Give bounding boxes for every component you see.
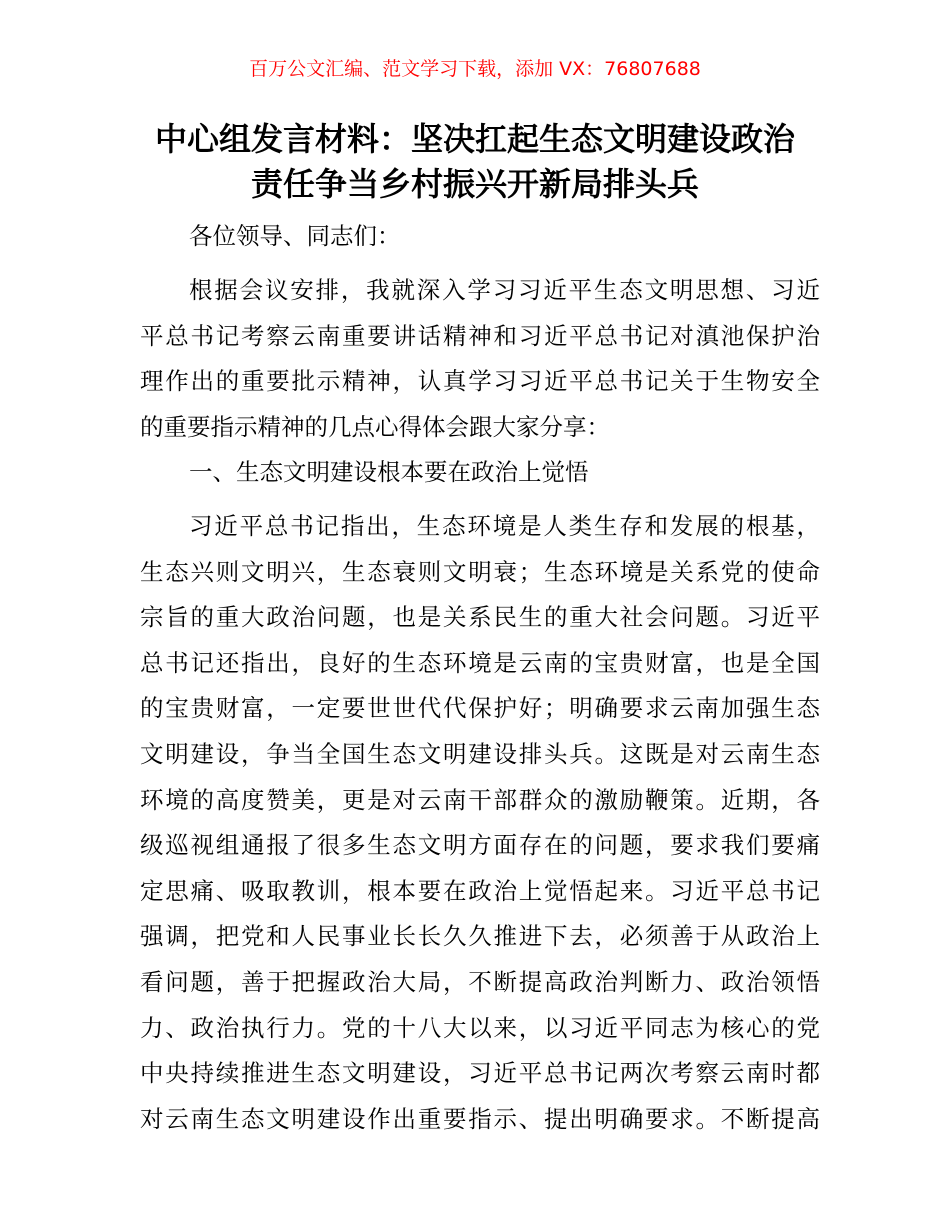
paragraph-line: 中央持续推进生态文明建设，习近平总书记两次考察云南时都 bbox=[140, 1059, 820, 1088]
paragraph-line: 生态兴则文明兴，生态衰则文明衰；生态环境是关系党的使命 bbox=[140, 557, 820, 586]
greeting bbox=[140, 214, 820, 260]
paragraph-line: 环境的高度赞美，更是对云南干部群众的激励鞭策。近期，各 bbox=[140, 785, 820, 814]
paragraph-line: 总书记还指出，良好的生态环境是云南的宝贵财富，也是全国 bbox=[140, 648, 820, 677]
paragraph-line: 定思痛、吸取教训，根本要在政治上觉悟起来。习近平总书记 bbox=[140, 876, 820, 905]
paragraph-line: 的宝贵财富，一定要世世代代保护好；明确要求云南加强生态 bbox=[140, 694, 820, 723]
intro-paragraph bbox=[140, 268, 820, 450]
paragraph-line: 的重要指示精神的几点心得体会跟大家分享： bbox=[140, 412, 610, 441]
paragraph-line: 宗旨的重大政治问题，也是关系民生的重大社会问题。习近平 bbox=[140, 603, 820, 632]
paragraph-line: 力、政治执行力。党的十八大以来，以习近平同志为核心的党 bbox=[140, 1013, 820, 1042]
paragraph-line: 对云南生态文明建设作出重要指示、提出明确要求。不断提高 bbox=[140, 1104, 820, 1133]
paragraph-line: 文明建设，争当全国生态文明建设排头兵。这既是对云南生态 bbox=[140, 739, 820, 768]
section-heading-text: 一、生态文明建设根本要在政治上觉悟 bbox=[189, 458, 589, 486]
header-watermark: 百万公文汇编、范文学习下载，添加 VX：76807688 bbox=[249, 58, 701, 80]
paragraph-line: 看问题，善于把握政治大局，不断提高政治判断力、政治领悟 bbox=[140, 967, 820, 996]
greeting-text: 各位领导、同志们： bbox=[189, 222, 401, 250]
paragraph-line: 习近平总书记指出，生态环境是人类生存和发展的根基， bbox=[189, 512, 820, 540]
section-heading bbox=[140, 450, 820, 496]
paragraph-line: 根据会议安排，我就深入学习习近平生态文明思想、习近 bbox=[189, 276, 820, 304]
paragraph-line: 平总书记考察云南重要讲话精神和习近平总书记对滇池保护治 bbox=[140, 321, 820, 350]
paragraph-line: 强调，把党和人民事业长长久久推进下去，必须善于从政治上 bbox=[140, 922, 820, 951]
paragraph-line: 级巡视组通报了很多生态文明方面存在的问题，要求我们要痛 bbox=[140, 831, 820, 860]
title-line: 责任争当乡村振兴开新局排头兵 bbox=[250, 165, 699, 203]
title-line: 中心组发言材料：坚决扛起生态文明建设政治 bbox=[154, 120, 795, 158]
paragraph-line: 理作出的重要批示精神，认真学习习近平总书记关于生物安全 bbox=[140, 367, 820, 396]
document-title bbox=[100, 117, 850, 207]
section-paragraph bbox=[140, 504, 820, 1142]
